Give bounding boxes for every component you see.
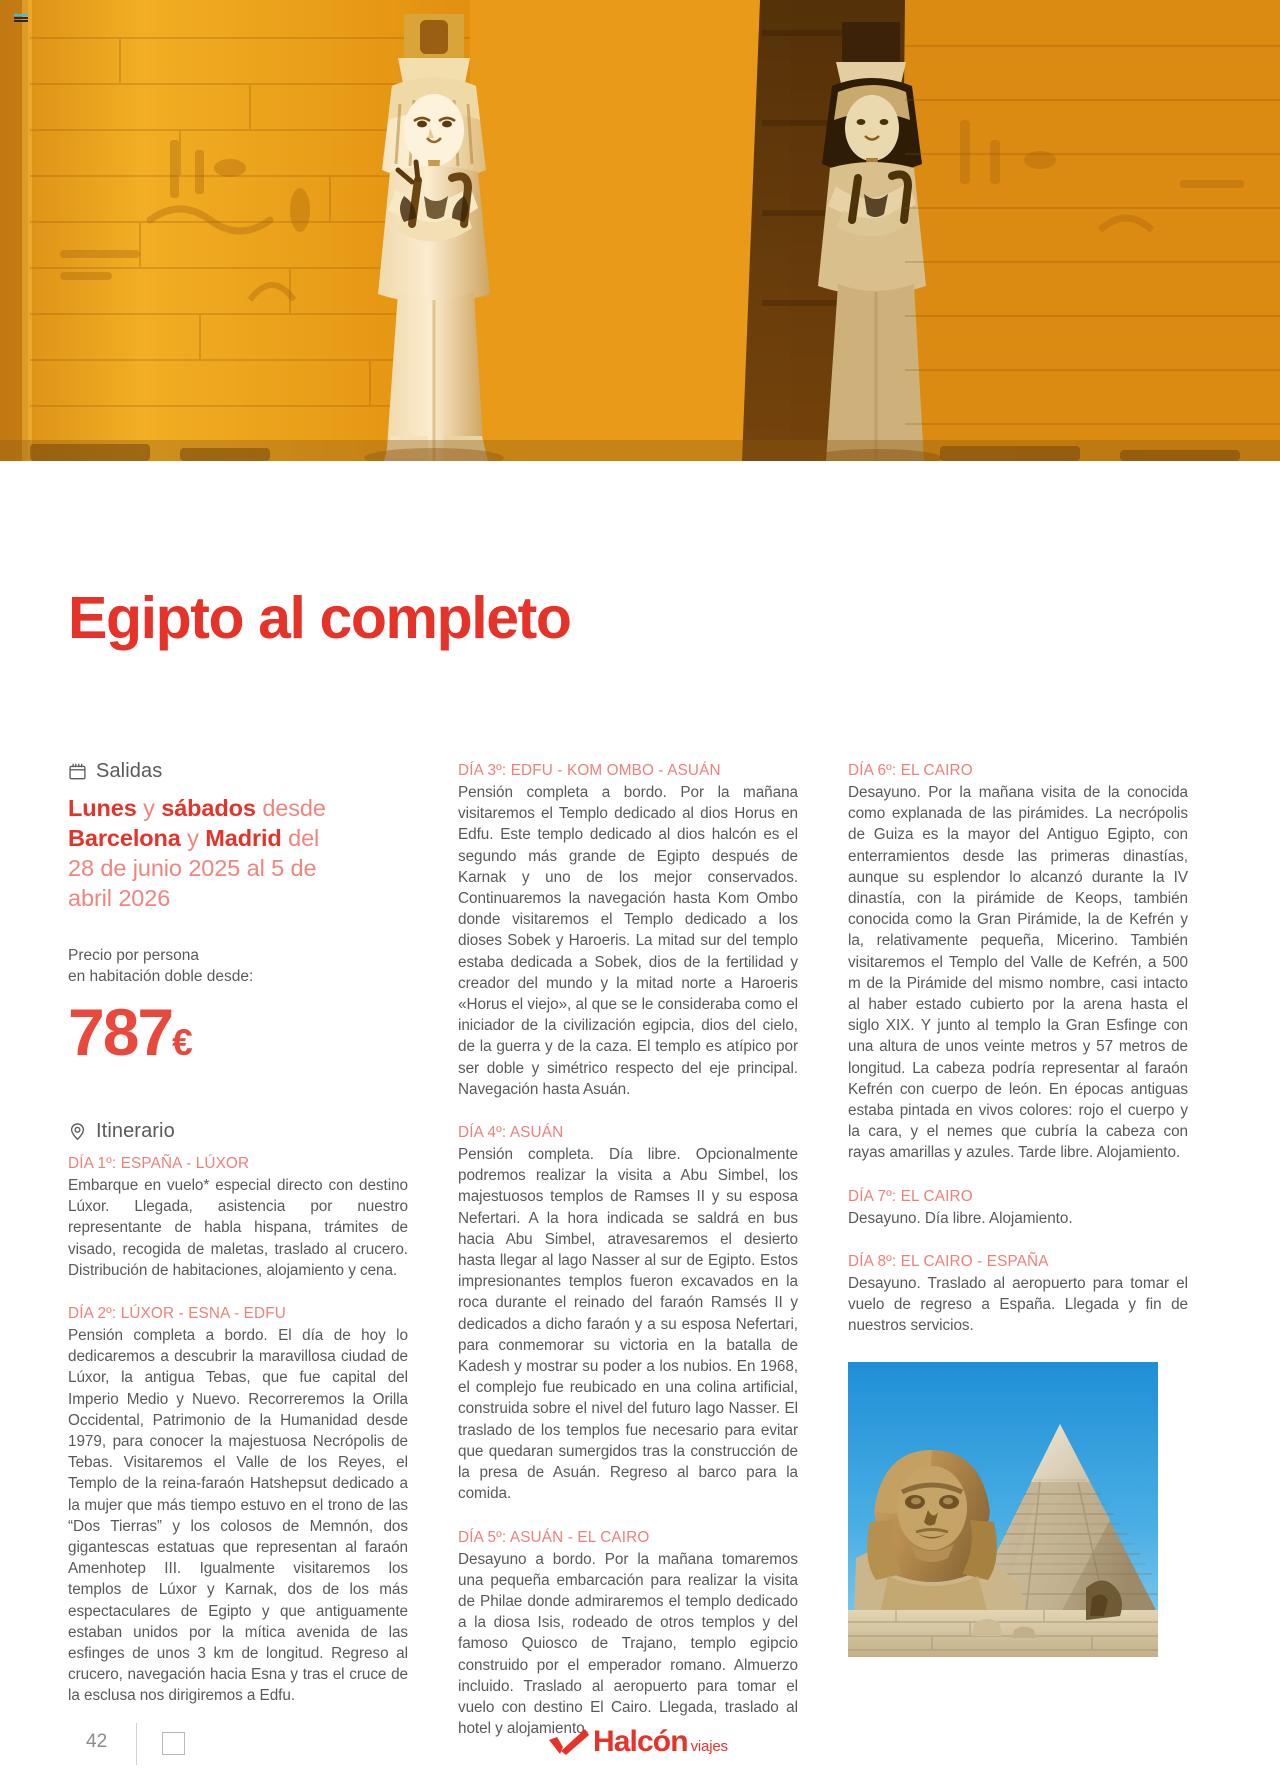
salidas-day-sabados: sábados — [161, 795, 256, 821]
page-corner-marker-icon — [14, 14, 28, 24]
salidas-city-madrid: Madrid — [205, 825, 282, 851]
footer-divider — [136, 1723, 137, 1765]
column-middle — [458, 760, 798, 1739]
logo-subtext: viajes — [690, 1738, 728, 1755]
price-amount: 787 — [68, 995, 173, 1069]
page-number: 42 — [86, 1731, 108, 1752]
hero-image — [0, 0, 1280, 461]
price-label — [68, 945, 408, 987]
calendar-icon — [68, 762, 87, 781]
halcon-swoosh-icon — [548, 1727, 590, 1757]
day-block-1 — [68, 1153, 408, 1281]
column-left — [68, 760, 408, 1707]
day-1-title: DÍA 1º: ESPAÑA - LÚXOR — [68, 1155, 250, 1172]
salidas-conj-1: y — [136, 795, 162, 821]
day-block-3 — [458, 760, 798, 1100]
day-8-body: Desayuno. Traslado al aeropuerto para tomar el vuelo de regreso a España. Llegada y fin de nuestros servicios. — [848, 1274, 1188, 1335]
price-label-line2: en habitación doble desde: — [68, 968, 254, 985]
day-2-title: DÍA 2º: LÚXOR - ESNA - EDFU — [68, 1305, 286, 1323]
day-5-title: DÍA 5º: ASUÁN - EL CAIRO — [458, 1528, 650, 1546]
itinerario-header — [68, 1120, 408, 1143]
day-block-4 — [458, 1122, 798, 1504]
salidas-range-line2: abril 2026 — [68, 885, 171, 911]
day-6-title: DÍA 6º: EL CAIRO — [848, 762, 973, 779]
price-currency: € — [172, 1022, 192, 1063]
day-6-body: Desayuno. Por la mañana visita de la conocida como explanada de las pirámides. La necrópolis de Guiza es la mayor del Antiguo Egipto, con enterramientos desde las primeras dinastías, aunque su esplendor lo alcanzó durante la IV dinastía, con la pirámide de Keops, también conocida como la Gran Pirámide, la de Kefrén y la, relativamente pequeña, Micerino. También visitaremos el Templo del Valle de Kefrén, a 500 m de la Pirámide del mismo nombre, casi intacto al haber estado cubierto por la arena hasta el siglo XIX. Y junto al templo la Gran Esfinge con una altura de unos veinte metros y 57 metros de longitud. La cabeza podría representar al faraón Kefrén con cuerpo de león. En épocas antiguas estaba pintada en vivos colores: rojo el cuerpo y la cara, y el nemes que cubría la cabeza con rayas amarillas y azules. Tarde libre. Alojamiento. — [848, 784, 1188, 1162]
day-block-2 — [68, 1303, 408, 1707]
day-2-body: Pensión completa a bordo. El día de hoy lo dedicaremos a descubrir la maravillosa ciudad de Lúxor, la antigua Tebas, que fue capital del Imperio Medio y Nuevo. Recorreremos la Orilla Occidental, Patrimonio de la Humanidad desde 1979, para conocer la majestuosa Necrópolis de Tebas. Visitaremos el Valle de los Reyes, el Templo de la reina-faraón Hatshepsut dedicado a la mujer que más tiempo estuvo en el trono de las “Dos Tierras” y los colosos de Memnón, dos gigantescas estatuas que representan al faraón Amenhotep III. Igualmente visitaremos los templos de Lúxor y Karnak, dos de los más espectaculares de Egipto y que antiguamente estaban unidos por la mítica avenida de las esfinges de unos 3 km de longitud. Regreso al crucero, navegación hacia Esna y tras el cruce de la esclusa nos dirigiremos a Edfu. — [68, 1327, 408, 1705]
empty-square-icon — [162, 1732, 185, 1755]
day-3-title: DÍA 3º: EDFU - KOM OMBO - ASUÁN — [458, 762, 721, 779]
sphinx-pyramid-illustration — [848, 1362, 1158, 1657]
page-title: Egipto al completo — [68, 585, 571, 651]
logo-wordmark: Halcón — [593, 1725, 688, 1758]
day-block-7 — [848, 1186, 1188, 1229]
salidas-day-lunes: Lunes — [68, 795, 137, 821]
hero-illustration — [0, 0, 1280, 461]
day-7-body: Desayuno. Día libre. Alojamiento. — [848, 1209, 1073, 1227]
salidas-desde: desde — [255, 795, 326, 821]
sphinx-pyramid-photo — [848, 1362, 1158, 1657]
location-pin-icon — [68, 1122, 87, 1141]
salidas-dates — [68, 793, 408, 913]
day-block-8 — [848, 1251, 1188, 1337]
day-5-body: Desayuno a bordo. Por la mañana tomaremos una pequeña embarcación para realizar la visita de Philae donde admiraremos el templo dedicado a la diosa Isis, rodeado de otros templos y del famoso Quiosco de Trajano, templo egipcio construido por el emperador romano. Almuerzo incluido. Traslado al aeropuerto para tomar el vuelo con destino El Cairo. Llegada, traslado al hotel y alojamiento. — [458, 1550, 798, 1738]
day-4-title: DÍA 4º: ASUÁN — [458, 1124, 564, 1142]
salidas-del: del — [281, 825, 320, 851]
day-4-body: Pensión completa. Día libre. Opcionalmente podremos realizar la visita a Abu Simbel, los majestuosos templos de Ramses II y su esposa Nefertari. A la hora indicada se saldrá en bus hacia Abu Simbel, atravesaremos el desierto hasta llegar al lago Nasser al sur de Egipto. Estos impresionantes templos fueron excavados en la roca durante el reinado del faraón Ramsés II y dedicados a dicho faraón y a su esposa Nefertari, para conmemorar su victoria en la batalla de Kadesh y mostrar su poder a los nubios. En 1968, el complejo fue reubicado en una colina artificial, construida sobre el nivel del futuro lago Nasser. El traslado de los templos fue necesario para evitar que quedaran sumergidos tras la construcción de la presa de Asuán. Regreso al barco para la comida. — [458, 1146, 798, 1503]
price-value — [68, 997, 408, 1078]
salidas-city-barcelona: Barcelona — [68, 825, 181, 851]
day-1-body: Embarque en vuelo* especial directo con destino Lúxor. Llegada, asistencia por nuestro representante de habla hispana, trámites de visado, recogida de maletas, traslado al crucero. Distribución de habitaciones, alojamiento y cena. — [68, 1177, 408, 1279]
salidas-header — [68, 760, 408, 783]
salidas-heading: Salidas — [96, 760, 163, 782]
itinerario-heading: Itinerario — [96, 1120, 175, 1142]
day-3-body: Pensión completa a bordo. Por la mañana visitaremos el Templo dedicado al dios Horus en Edfu. Este templo dedicado al dios halcón es el segundo más grande de Egipto después de Karnak y uno de los mejor conservados. Continuaremos la navegación hasta Kom Ombo donde visitaremos el Templo dedicado a los dioses Sobek y Haroeris. La mitad sur del templo estaba dedicada a Sobek, dios de la fertilidad y creador del mundo y la mitad norte a Haroeris «Horus el viejo», al que se le consideraba como el iniciador de la civilización egipcia, dios del cielo, de la guerra y de la caza. El templo es atípico por ser doble y simétrico respecto del eje principal. Navegación hasta Asuán. — [458, 784, 798, 1098]
day-block-6 — [848, 760, 1188, 1164]
page-footer — [0, 1705, 1280, 1791]
halcon-viajes-logo[interactable] — [548, 1727, 728, 1757]
day-7-title: DÍA 7º: EL CAIRO — [848, 1187, 973, 1205]
column-right — [848, 760, 1188, 1657]
day-8-title: DÍA 8º: EL CAIRO - ESPAÑA — [848, 1252, 1049, 1270]
salidas-conj-2: y — [180, 825, 206, 851]
price-label-line1: Precio por persona — [68, 947, 199, 964]
salidas-range-line1: 28 de junio 2025 al 5 de — [68, 855, 317, 881]
